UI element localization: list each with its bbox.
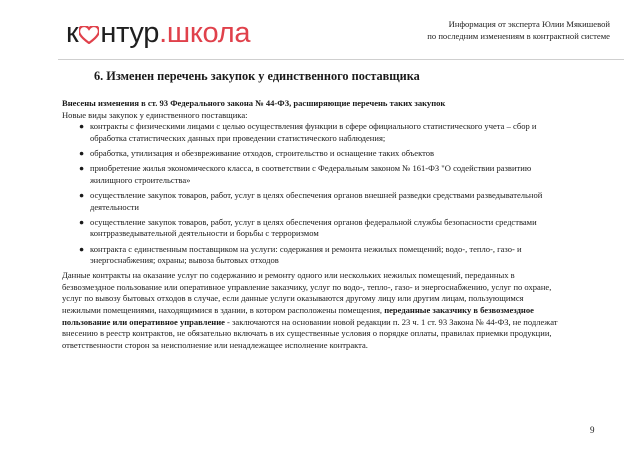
kontur-school-logo[interactable] [66,16,250,50]
list-item-text: контракты с физическими лицами с целью осуществления функции в сфере официального статистического учета – сбор и [90,121,537,132]
expert-line-2: по последним изменениям в контрактной системе [427,30,610,41]
section-title: 6. Изменен перечень закупок у единственного поставщика [94,69,420,83]
procurement-list [62,121,598,267]
paragraph-line: услуг по вывозу бытовых отходов в случае, если данные услуги оказываются другому лицу или другим лицам, пользующимся [62,293,524,304]
paragraph-emphasis: переданные заказчику в безвозмездное [384,305,534,316]
paragraph-line: ответственности сторон за неисполнение или ненадлежащее исполнение контракта. [62,339,368,350]
bullet-icon: ● [79,189,85,200]
paragraph-emphasis: пользование или оперативное управление [62,316,225,327]
bullet-icon: ● [79,121,85,132]
explanation-paragraph [62,270,598,351]
bullet-icon: ● [79,216,85,227]
list-item [62,163,598,186]
paragraph-line [62,305,598,317]
section-content [62,98,598,351]
expert-info [427,19,610,42]
paragraph-line: Данные контракты на оказание услуг по содержанию и ремонту одного или нескольких нежилых помещений, переданных в [62,270,515,281]
list-item-text: контрразведывательной деятельности и борьбы с терроризмом [90,228,319,239]
logo-word-ntur: нтур [100,16,160,49]
logo-word-school: .школа [159,16,251,49]
bullet-icon: ● [79,147,85,158]
section-subtitle: Внесены изменения в ст. 93 Федерального закона № 44-ФЗ, расширяющие перечень таких закупок [62,98,446,108]
list-item-text: обработка, утилизация и обезвреживание отходов, строительство и оснащение таких объектов [90,147,435,158]
list-item-text: приобретение жилья экономического класса, в соответствии с Федеральным законом № 161-ФЗ "О содействии развитию [90,163,532,174]
page-number: 9 [590,425,595,435]
list-item-text: контракта с единственным поставщиком на услуги: содержания и ремонта нежилых помещений; водо-, тепло-, газо- и [90,243,522,254]
paragraph-text: - заключаются на основании новой редакции п. 23 ч. 1 ст. 93 Закона № 44-ФЗ, не подлежат [224,316,558,327]
paragraph-line: безвозмездное пользование или оперативное управление заказчику, услуг по водо-, тепло-, газо- и энергоснабжению, услуг по охране, [62,281,552,292]
list-item-text: деятельности [90,201,139,212]
paragraph-line [62,317,598,329]
list-item [62,148,598,160]
intro-text: Новые виды закупок у единственного поставщика: [62,109,248,120]
list-item [62,217,598,240]
expert-line-1: Информация от эксперта Юлии Мякишевой [448,19,610,29]
list-item [62,190,598,213]
list-item [62,121,598,144]
header-divider [58,59,624,60]
heart-icon [79,26,99,44]
paragraph-line: внесению в реестр контрактов, не обязательно включать в их существенные условия о порядке оплаты, правилах приемки продукции, [62,328,552,339]
bullet-icon: ● [79,163,85,174]
paragraph-text: нежилыми помещениями, находящимися в здании, в котором расположены помещения, [62,305,385,316]
list-item [62,244,598,267]
list-item-text: осуществление закупок товаров, работ, услуг в целях обеспечения органов федеральной службы безопасности средствами [90,216,537,227]
logo-letter-k: к [66,16,79,49]
list-item-text: осуществление закупок товаров, работ, услуг в целях обеспечения органов внешней разведки средствами разведывательной [90,189,543,200]
list-item-text: энергоснабжения; охраны; вывоза бытовых отходов [90,255,279,266]
list-item-text: жилищного строительства» [90,174,191,185]
bullet-icon: ● [79,243,85,254]
list-item-text: обработка статистических данных при проведении статистического наблюдения; [90,132,386,143]
